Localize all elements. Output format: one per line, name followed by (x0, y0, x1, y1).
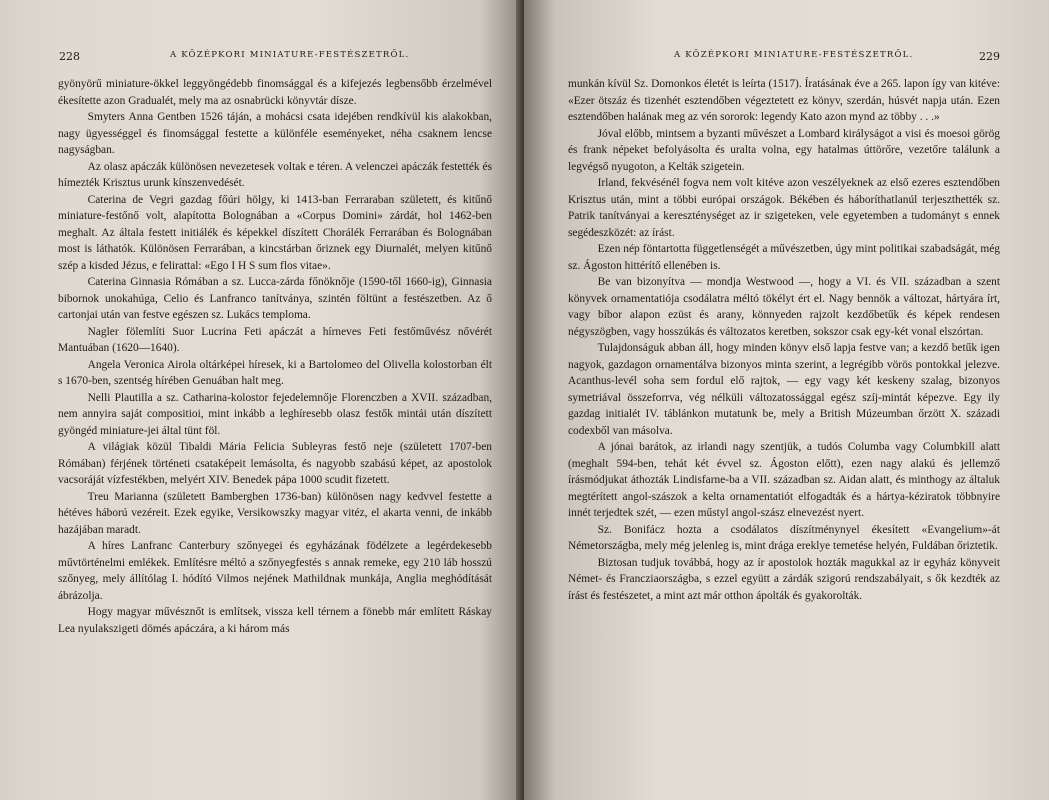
paragraph: Ezen nép föntartotta függetlenségét a művészetben, úgy mint politikai szabadságát, még sz. Ágoston hittérítő ellenében is. (568, 243, 1000, 272)
paragraph: A jónai barátok, az irlandi nagy szentjük, a tudós Columba vagy Columbkill alatt (meghalt 594-ben, tehát két évvel sz. Ágoston előtt), ezen nagy alakú és jellemző írásmódjukat áthozták Lindisfarne-ba a VII. században sz. Aidan alatt, és minthogy az általuk megtérített angol-szászok a kelta ornamentatiót elfogadták és a hártya-kéziratok többnyire innét terjedtek szét, — ezen műstyl angol-szász elnevezést nyert. (568, 441, 1000, 519)
page-number: 229 (979, 50, 1000, 63)
paragraph: gyönyörű miniature-ökkel leggyöngédebb finomsággal és a kifejezés legbensőbb érzelmével ékesítette azon Gradualét, mely ma az osnabrücki könyvtár dísze. (58, 78, 492, 107)
paragraph: Irland, fekvésénél fogva nem volt kitéve azon veszélyeknek az első ezeres esztendőben Krisztus után, mint a többi európai országok. Békében és háboríthatlanúl terjeszthették sz. Patrik tanítványai a kereszténységet az ir szigeteken, vele egyetemben a tudományt s ennek segédeszközét: az írást. (568, 177, 1000, 239)
right-page (524, 0, 1049, 800)
paragraph: Smyters Anna Gentben 1526 táján, a mohácsi csata idejében rendkívül kis alakokban, nagy ügyességgel és finomsággal festette a különféle eseményeket, néha csaknem lencse nagyságban. (58, 111, 492, 156)
running-head: A KÖZÉPKORI MINIATURE-FESTÉSZETRŐL. (674, 50, 914, 60)
left-page (0, 0, 522, 800)
paragraph: munkán kívül Sz. Domonkos életét is leírta (1517). Íratásának éve a 265. lapon így van kitéve: «Ezer ötszáz és tizenhét esztendőben végeztetett ez könyv, szerdán, húsvét napja után. Ezen esztendőben halának meg az vén sororok: legendy Kato azon mynd az többy . . .» (568, 78, 1000, 123)
paragraph: Az olasz apáczák különösen nevezetesek voltak e téren. A velenczei apáczák festették és hímezték Krisztus urunk kínszenvedését. (58, 160, 492, 189)
page-number: 228 (59, 50, 80, 63)
paragraph: Hogy magyar művésznőt is említsek, vissza kell térnem a fönebb már említett Ráskay Lea nyulakszigeti dömés apáczára, a ki három más (58, 606, 492, 635)
running-head: A KÖZÉPKORI MINIATURE-FESTÉSZETRŐL. (170, 50, 410, 60)
paragraph: Tulajdonságuk abban áll, hogy minden könyv első lapja festve van; a kezdő betűk igen nagyok, gazdagon ornamentálva bizonyos minta szerint, a legrégibb vörös pontokkal jelezve. Acanthus-levél soha sem fordul elő rajtok, — egy vagy két keskeny szalag, bizonyos symetriával összeforrva, vég nélküli változatossággal egész szíj-mintát képezve. Egy ily gazdag initialét IV. táblánkon mutatunk be, mely a British Múzeumban őrzött X. századi codexből van másolva. (568, 342, 1000, 437)
paragraph: Nelli Plautilla a sz. Catharina-kolostor fejedelemnője Florenczben a XVII. században, nem annyira saját compositioi, mint inkább a leghíresebb olasz festők mintái után díszített gyöngéd miniature-jei által tünt föl. (58, 391, 492, 437)
paragraph: A világiak közül Tibaldi Mária Felicia Subleyras festő neje (született 1707-ben Rómában) férjének történeti csataképeit lemásolta, és nagyobb szabású képet, az apostolok vacsoráját vízfestékben, melyért XIV. Benedek pápa 1000 scudit fizetett. (58, 441, 492, 486)
paragraph: Caterina Ginnasia Rómában a sz. Lucca-zárda főnöknője (1590-től 1660-ig), Ginnasia bibornok unokahúga, Celio és Lanfranco tanítványa, szintén föltünt a festészetben. Az ő cartonjai után van festve egészen sz. Lukács temploma. (58, 276, 492, 321)
paragraph: Jóval előbb, mintsem a byzanti művészet a Lombard királyságot a visi és moesoi görög és frank népeket befolyásolta és uralta volna, egy hatalmas úttörőre, vezetőre találunk a legvégső nyugoton, a Kelták szigetein. (568, 127, 1000, 173)
paragraph: Angela Veronica Airola oltárképei híresek, ki a Bartolomeo del Olivella kolostorban élt s 1670-ben, szentség hírében Genuában halt meg. (58, 358, 492, 387)
paragraph: A híres Lanfranc Canterbury szőnyegei és egyházának födélzete a legérdekesebb művtörténelmi emlékek. Említésre méltó a szőnyegfestés s annak remeke, egy 210 láb hosszú szőnyeg, mely állítólag I. hódító Vilmos nejének Mathildnak munkája, Anglia meghódítását ábrázolja. (58, 540, 492, 602)
page-body (58, 76, 492, 637)
page-body (568, 76, 1000, 604)
paragraph: Sz. Bonifácz hozta a csodálatos díszítménynyel ékesített «Evangelium»-át Németországba, mely még jelenleg is, mint drága ereklye temetése helyén, Fuldában őriztetik. (568, 523, 1000, 552)
paragraph: Nagler fölemlíti Suor Lucrina Feti apáczát a hírneves Feti festőművész nővérét Mantuában (1620—1640). (58, 325, 492, 354)
paragraph: Biztosan tudjuk továbbá, hogy az ír apostolok hozták magukkal az ir egyház könyveit Német- és Francziaországba, s ezzel együtt a zárdák szigorú rendszabályait, s ők kezdték az írást és festészetet, a mint azt már otthon ápolták és gyakorolták. (568, 556, 1000, 602)
paragraph: Treu Marianna (született Bambergben 1736-ban) különösen nagy kedvvel festette a hétéves háború vezéreit. Ezek egyike, Versikowszky magyar vitéz, el akarta venni, de inkább hazájában maradt. (58, 490, 492, 536)
paragraph: Be van bizonyítva — mondja Westwood —, hogy a VI. és VII. században a szent könyvek ornamentatiója csodálatra méltó tökélyt ért el. Nagy bennök a változat, hártyára írt, vagy bíbor alapon ezüst és arany, könnyeden rajzolt kezdőbetűk és képek rendesen négyszögben, vagy hosszúkás és változatos keretben, sokszor csak egy-két vonal elszórtan. (568, 276, 1000, 338)
paragraph: Caterina de Vegri gazdag főúri hölgy, ki 1413-ban Ferraraban született, és kitűnő miniature-festőnő volt, alapította Bolognában a «Corpus Domini» zárdát, hol 1462-ben meghalt. Az általa festett initiálék és képekkel díszített Chorálék Ferrarában és Bolognában most is láthatók. Különösen Ferrarában, a kincstárban őriznek egy Diurnalét, melyen kitűnő szép a kisded Jézus, e felirattal: «Ego I H S sum flos vitae». (58, 193, 492, 272)
